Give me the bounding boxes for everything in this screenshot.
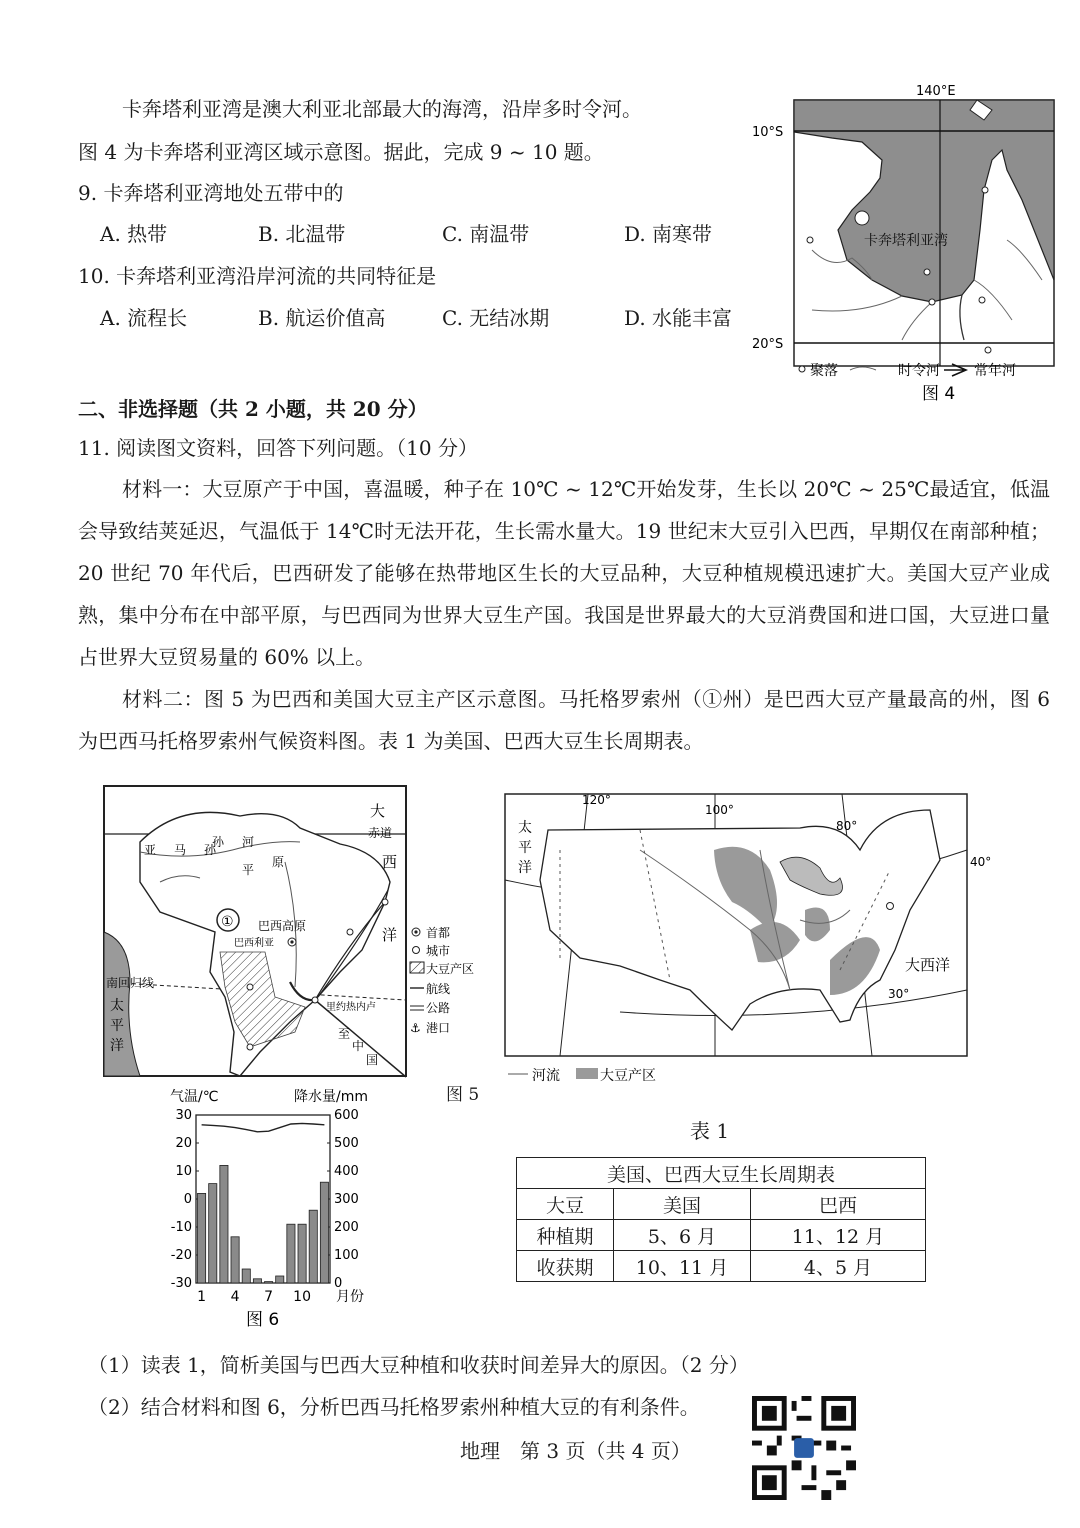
temp-tick-label: -30 [170,1276,192,1291]
q10-option-d: D. 水能丰富 [624,306,733,330]
temp-tick-label: 10 [175,1164,192,1179]
fig4-legend-seasonal: 时令河 [898,363,940,379]
precip-bar [242,1269,250,1283]
svg-text:⚓: ⚓ [410,1021,421,1035]
fig6-temp-label: 气温/℃ [170,1089,219,1105]
fig5-label-yang: 洋 [382,926,398,944]
table-cell: 收获期 [517,1251,614,1282]
fig5-legend-capital: 首都 [426,926,451,940]
table-1-header: 美国 [614,1189,751,1220]
fig4-lat-bottom: 20°S [752,337,784,352]
fig4-legend-perennial: 常年河 [974,363,1016,379]
q9-option-b: B. 北温带 [258,222,346,246]
fig5-amazon-char: 马 [174,843,187,857]
fig5-amazon-char: 河 [242,835,255,849]
fig5-amazon-char: 原 [272,855,285,869]
intro-line-1: 卡奔塔利亚湾是澳大利亚北部最大的海湾，沿岸多时令河。 [122,97,642,121]
fig5-amazon-char: 亚 [144,843,157,857]
precip-bar [276,1276,284,1283]
fig5-caption: 图 5 [446,1085,480,1105]
precip-bar [287,1224,295,1283]
fig5-label-xi: 西 [382,853,398,871]
temp-tick-label: -20 [170,1248,192,1263]
precip-tick-label: 400 [334,1164,359,1179]
precip-bar [320,1182,328,1283]
fig6-precip-label: 降水量/mm [294,1089,368,1105]
q9-option-d: D. 南寒带 [624,222,713,246]
temp-tick-label: 0 [183,1192,192,1207]
page-footer: 地理 第 3 页（共 4 页） [460,1439,691,1463]
q9-option-c: C. 南温带 [442,222,530,246]
fig6-month-label: 月份 [336,1289,364,1305]
fig4-legend-settlement: 聚落 [810,363,838,379]
precip-bar [253,1279,261,1283]
fig5-amazon-char: 孙 [204,843,217,857]
table-1-header: 大豆 [517,1189,614,1220]
table-1-header: 巴西 [751,1189,926,1220]
precip-tick-label: 500 [334,1136,359,1151]
q11-material-2: 材料二：图 5 为巴西和美国大豆主产区示意图。马托格罗索州（①州）是巴西大豆产量最高的州，图 6 为巴西马托格罗索州气候资料图。表 1 为美国、巴西大豆生长周期表。 [78,687,1050,753]
fig5-usa-lon120: 120° [582,793,611,807]
fig4-lat-top: 10°S [752,125,784,140]
temp-tick-label: 20 [175,1136,192,1151]
fig5-legend-road: 公路 [426,1001,451,1015]
temp-line [202,1123,325,1131]
q11-sub-2: （2）结合材料和图 6，分析巴西马托格罗索州种植大豆的有利条件。 [88,1395,700,1419]
fig5-to-china-char: 中 [352,1039,365,1053]
precip-tick-label: 100 [334,1248,359,1263]
fig5-amazon-char: 平 [242,863,255,877]
fig5-usa-lon100: 100° [705,803,734,817]
table-cell: 种植期 [517,1220,614,1251]
fig5-usa-pacific-char: 洋 [518,860,532,876]
precip-tick-label: 200 [334,1220,359,1235]
temp-tick-label: -10 [170,1220,192,1235]
fig4-bay-label: 卡奔塔利亚湾 [864,233,948,249]
fig5-legend-port: 港口 [426,1021,451,1035]
month-tick-label: 4 [230,1289,240,1305]
q9-option-a: A. 热带 [100,222,168,246]
table-cell: 10、11 月 [614,1251,751,1282]
fig5-label-da: 大 [370,802,386,820]
fig6-caption: 图 6 [246,1310,280,1330]
intro-line-2: 图 4 为卡奔塔利亚湾区域示意图。据此，完成 9 ~ 10 题。 [78,140,604,164]
fig5-rio: 里约热内卢 [326,1002,376,1013]
month-tick-label: 10 [293,1289,311,1305]
q10-option-c: C. 无结冰期 [442,306,550,330]
month-tick-label: 7 [264,1289,274,1305]
table-1 [516,1157,926,1282]
fig5-usa-pacific-char: 太 [518,820,532,836]
month-tick-label: 1 [197,1289,207,1305]
temp-tick-label: 30 [175,1108,192,1123]
precip-bar [265,1282,273,1283]
fig4-lon-label: 140°E [916,84,956,99]
figure-5-usa-map [500,790,1000,1090]
figure-5-brazil-map [100,782,500,1082]
fig5-usa-atlantic: 大西洋 [905,956,951,974]
fig5-label-equator: 赤道 [368,826,393,840]
fig5-to-china-char: 国 [366,1053,379,1067]
qr-code-icon [752,1396,856,1500]
figure-6-climate-chart [150,1085,380,1330]
table-1-title: 美国、巴西大豆生长周期表 [517,1158,926,1189]
fig5-legend-soy: 大豆产区 [426,962,475,976]
precip-bar [298,1224,306,1283]
fig5-usa-lon80: 80° [836,819,858,833]
q10-option-b: B. 航运价值高 [258,306,386,330]
precip-bar [309,1210,317,1283]
table-cell: 5、6 月 [614,1220,751,1251]
precip-tick-label: 300 [334,1192,359,1207]
table-row [517,1251,926,1282]
fig5-usa-legend-river: 河流 [532,1068,560,1084]
fig5-usa-legend-soy: 大豆产区 [600,1068,656,1084]
precip-bar [198,1193,206,1283]
q10-stem: 10. 卡奔塔利亚湾沿岸河流的共同特征是 [78,264,437,288]
fig5-legend-city: 城市 [426,944,451,958]
fig5-capital: 巴西利亚 [234,938,274,949]
q11-stem: 11. 阅读图文资料，回答下列问题。（10 分） [78,436,478,460]
fig5-state-marker: ① [221,914,234,930]
fig4-caption: 图 4 [922,384,956,404]
fig5-usa-lat30: 30° [888,987,910,1001]
precip-bar [209,1184,217,1283]
section-2-title: 二、非选择题（共 2 小题，共 20 分） [78,397,428,421]
fig5-amazon-char: 孙 [212,835,225,849]
fig5-pacific-char: 太 [110,998,124,1014]
table-cell: 11、12 月 [751,1220,926,1251]
precip-bar [220,1165,228,1283]
fig5-usa-pacific-char: 平 [518,840,532,856]
precip-bar [231,1237,239,1283]
q9-stem: 9. 卡奔塔利亚湾地处五带中的 [78,181,344,205]
q11-sub-1: （1）读表 1，简析美国与巴西大豆种植和收获时间差异大的原因。（2 分） [88,1353,749,1377]
fig5-usa-lat40: 40° [970,855,992,869]
precip-tick-label: 0 [334,1276,343,1291]
fig5-to-china-char: 至 [338,1027,351,1041]
q10-option-a: A. 流程长 [100,306,188,330]
fig5-pacific-char: 平 [110,1018,124,1034]
table-row [517,1220,926,1251]
fig5-pacific-char: 洋 [110,1038,124,1054]
precip-tick-label: 600 [334,1108,359,1123]
q11-material-1: 材料一：大豆原产于中国，喜温暖，种子在 10℃ ~ 12℃开始发芽，生长以 20℃ ~ 25℃最适宜，低温会导致结荚延迟，气温低于 14℃时无法开花，生长需水量大。19 世纪末大豆引入巴西，早期仅在南部种植；20 世纪 70 年代后，巴西研发了能够在热带地区生长的大豆品种，大豆种植规模迅速扩大。美国大豆产业成熟，集中分布在中部平原，与巴西同为世界大豆生产国。我国是世界最大的大豆消费国和进口国，大豆进口量占世界大豆贸易量的 60% 以上。 [78,477,1050,669]
figure-4-map [752,80,1062,410]
fig5-plateau: 巴西高原 [258,919,307,933]
table-cell: 4、5 月 [751,1251,926,1282]
fig5-tropic: 南回归线 [106,976,155,990]
fig5-legend-route: 航线 [426,982,451,996]
table-1-label: 表 1 [690,1119,730,1143]
